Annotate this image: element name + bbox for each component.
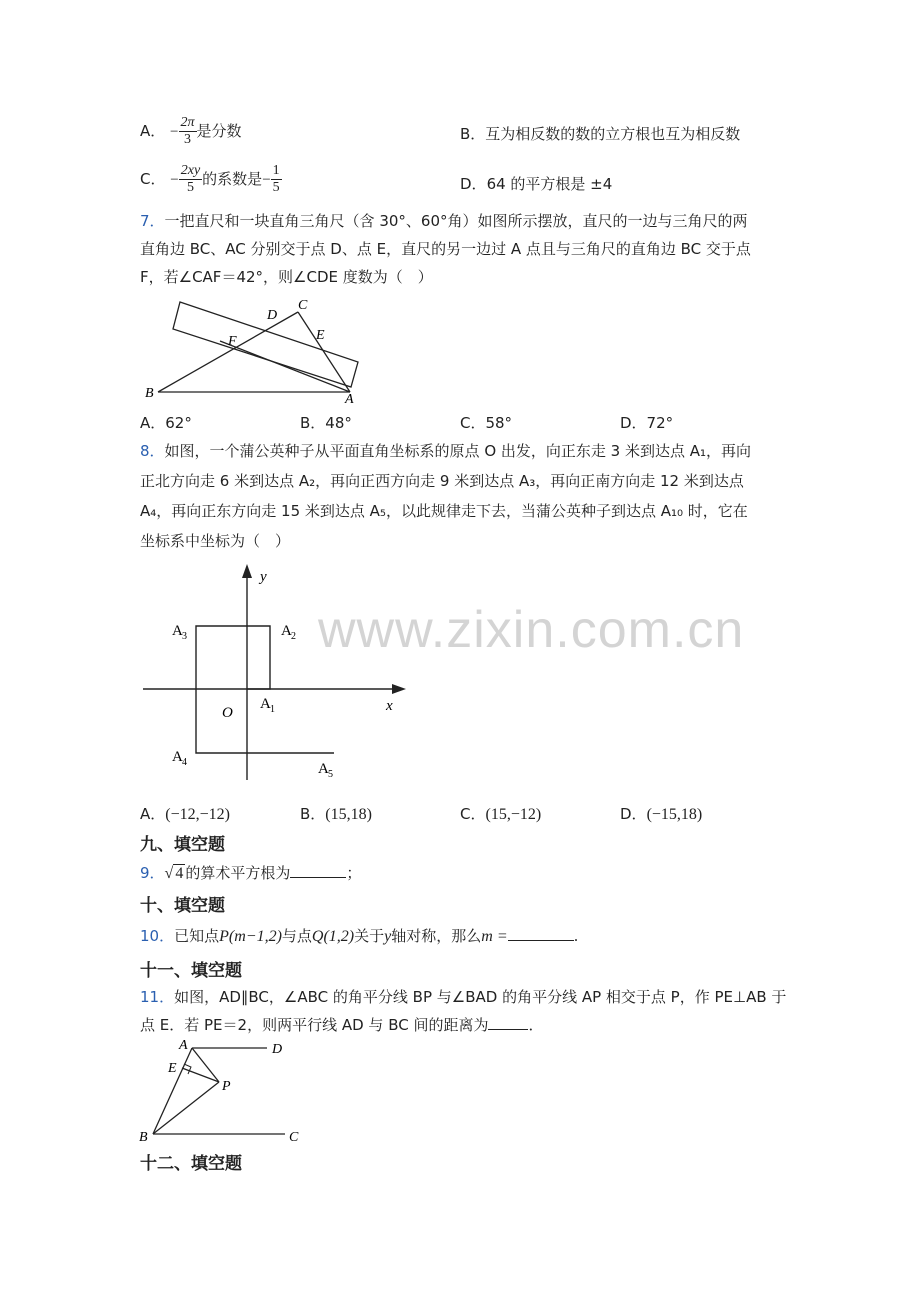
q11-figure xyxy=(135,1037,310,1145)
label-a1-sub: 1 xyxy=(270,704,275,715)
q8-option-d: D．(−15,18) xyxy=(620,805,703,823)
label-b: B xyxy=(139,1130,148,1145)
label-a1: A xyxy=(260,696,271,712)
label-e: E xyxy=(316,328,325,343)
q8-option-b: B．(15,18) xyxy=(300,805,372,823)
label-e: E xyxy=(168,1061,177,1076)
label-p: P xyxy=(222,1079,231,1094)
fraction: $\frac{2xy}{5}$ xyxy=(180,163,201,195)
label-a: A xyxy=(179,1038,188,1053)
label-a: A xyxy=(345,392,354,405)
q10: 10．已知点P(m−1,2)与点Q(1,2)关于y轴对称，那么m = . xyxy=(140,927,579,945)
q8-figure xyxy=(140,560,415,785)
q8-option-c: C．(15,−12) xyxy=(460,805,542,823)
axis-label-x: x xyxy=(386,698,393,714)
label-a3-sub: 3 xyxy=(182,631,187,642)
q8-line1: 8．如图，一个蒲公英种子从平面直角坐标系的原点 O 出发，向正东走 3 米到达点 A₁，再向 xyxy=(140,442,752,460)
section-title-12: 十二、填空题 xyxy=(140,1154,242,1174)
q6-option-a: A． − $\frac{2\pi}{3}$ 是分数 xyxy=(140,115,242,147)
answer-blank[interactable] xyxy=(290,877,346,878)
q7-figure xyxy=(140,295,370,405)
label-a3: A xyxy=(172,623,183,639)
q7-option-a: A．62° xyxy=(140,414,192,432)
label-d: D xyxy=(272,1042,283,1057)
section-title-10: 十、填空题 xyxy=(140,896,225,916)
label-a2-sub: 2 xyxy=(291,631,296,642)
q6-option-c: C． − $\frac{2xy}{5}$ 的系数是− $\frac{1}{5}$ xyxy=(140,163,280,195)
fraction: $\frac{2\pi}{3}$ xyxy=(180,115,195,147)
q6-option-b: B．互为相反数的数的立方根也互为相反数 xyxy=(460,125,741,143)
option-label: A． xyxy=(140,122,166,140)
label-c: C xyxy=(289,1130,299,1145)
q9: 9．√ 4 的算术平方根为 ； xyxy=(140,864,362,882)
section-title-9: 九、填空题 xyxy=(140,835,225,855)
answer-blank[interactable] xyxy=(508,940,574,941)
label-d: D xyxy=(267,308,278,323)
q7-option-d: D．72° xyxy=(620,414,674,432)
q7-line3: F，若∠CAF＝42°，则∠CDE 度数为（ ） xyxy=(140,268,433,286)
q8-line3: A₄，再向正东方向走 15 米到达点 A₅，以此规律走下去，当蒲公英种子到达点 A₁₀ 时，它在 xyxy=(140,502,748,520)
q11-line2: 点 E．若 PE＝2，则两平行线 AD 与 BC 间的距离为 ． xyxy=(140,1016,544,1034)
q8-option-a: A．(−12,−12) xyxy=(140,805,230,823)
q6-option-d: D．64 的平方根是 ±4 xyxy=(460,175,613,193)
label-a4-sub: 4 xyxy=(182,757,187,768)
q8-line4: 坐标系中坐标为（ ） xyxy=(140,532,291,550)
section-title-11: 十一、填空题 xyxy=(140,961,242,981)
label-f: F xyxy=(228,334,237,349)
q7-line1: 7．一把直尺和一块直角三角尺（含 30°、60°角）如图所示摆放，直尺的一边与三角尺的两 xyxy=(140,212,748,230)
label-a2: A xyxy=(281,623,292,639)
label-origin: O xyxy=(222,705,233,721)
label-c: C xyxy=(298,298,308,313)
q7-option-b: B．48° xyxy=(300,414,352,432)
label-a5-sub: 5 xyxy=(328,769,333,780)
answer-blank[interactable] xyxy=(488,1029,528,1030)
axis-label-y: y xyxy=(260,569,267,585)
watermark: www.zixin.com.cn xyxy=(318,601,745,659)
q7-line2: 直角边 BC、AC 分别交于点 D、点 E，直尺的另一边过 A 点且与三角尺的直角边 BC 交于点 xyxy=(140,240,751,258)
q7-option-c: C．58° xyxy=(460,414,513,432)
q8-line2: 正北方向走 6 米到达点 A₂，再向正西方向走 9 米到达点 A₃，再向正南方向走 12 米到达点 xyxy=(140,472,744,490)
q11-line1: 11．如图，AD∥BC，∠ABC 的角平分线 BP 与∠BAD 的角平分线 AP 相交于点 P，作 PE⊥AB 于 xyxy=(140,988,787,1006)
fraction: $\frac{1}{5}$ xyxy=(272,163,280,195)
label-b: B xyxy=(145,386,154,401)
label-a4: A xyxy=(172,749,183,765)
label-a5: A xyxy=(318,761,329,777)
